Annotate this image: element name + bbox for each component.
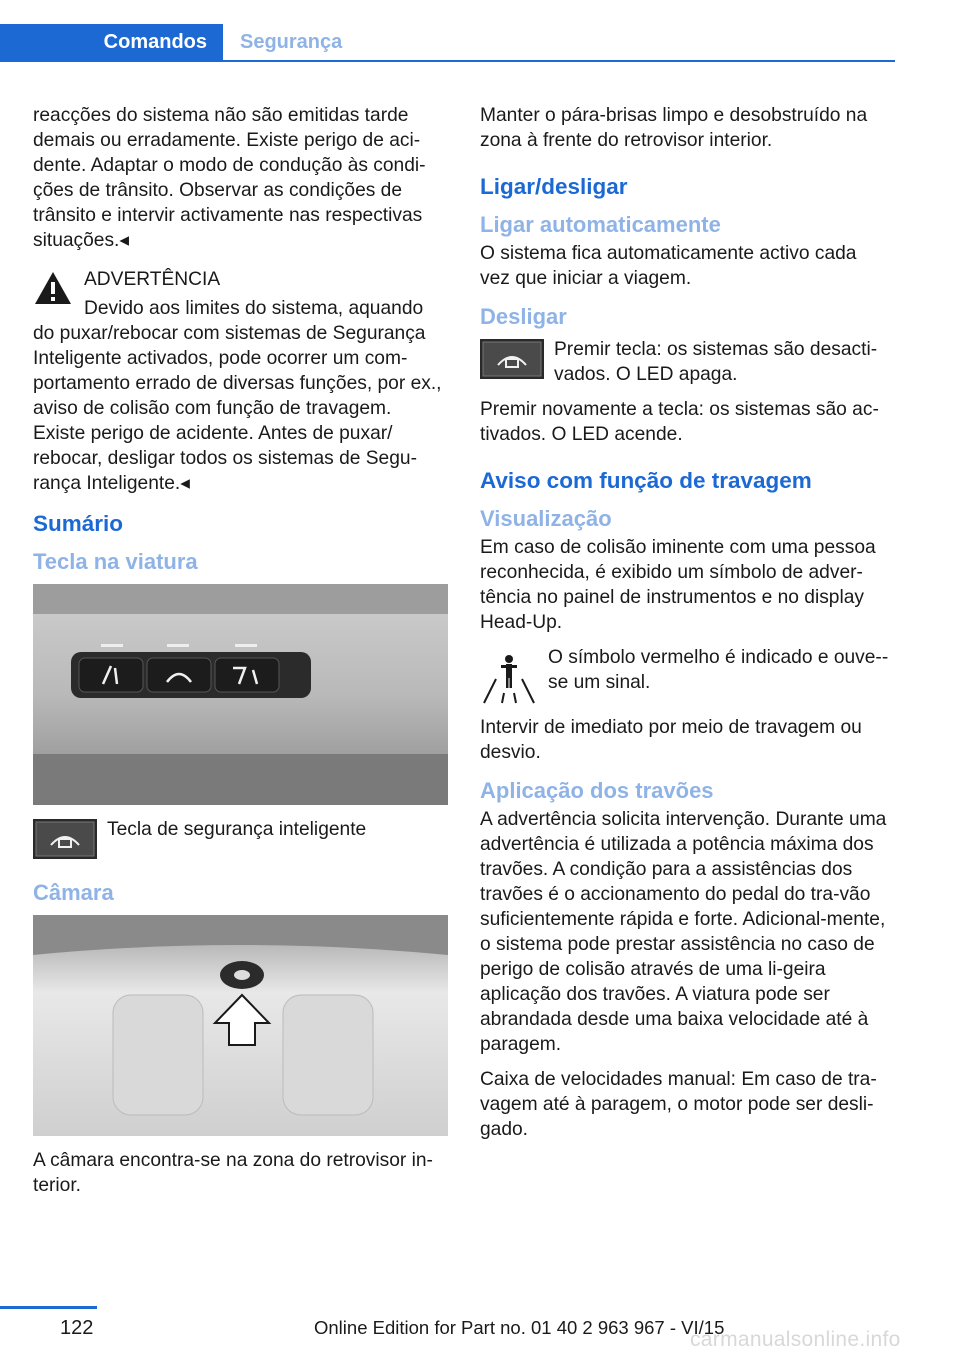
button-panel-photo [33, 584, 448, 805]
safety-button-caption-row [33, 817, 448, 865]
footer-rule [0, 1306, 97, 1309]
warning-block [33, 267, 448, 292]
heading-camera: Câmara [33, 880, 114, 905]
camera-text: A câmara encontra-se na zona do retrovisor in-terior. [33, 1150, 433, 1196]
left-column [33, 103, 448, 1208]
warning-text: Devido aos limites do sistema, aquando do puxar/rebocar com sistemas de Segurança Inteligente activados, pode ocorrer um com-portamento errado de diversas funções, por ex., aviso de colisão com função de travagem. Existe perigo de acidente. Antes de puxar/ rebocar, desligar todos os sistemas de Segu-rança Inteligente.◂ [33, 298, 442, 494]
heading-on-off: Ligar/desligar [480, 174, 628, 199]
heading-summary: Sumário [33, 511, 124, 536]
edition-note: Online Edition for Part no. 01 40 2 963 967 - VI/15 [314, 1317, 725, 1338]
on-again-text: Premir novamente a tecla: os sistemas são ac-tivados. O LED acende. [480, 399, 879, 445]
off-instruction-row [480, 337, 890, 387]
pedestrian-symbol-row [480, 645, 890, 705]
camera-photo [33, 915, 448, 1136]
manual-gearbox-text: Caixa de velocidades manual: Em caso de tra-vagem até à paragem, o motor pode ser desli-gado. [480, 1069, 877, 1140]
right-column [480, 103, 890, 1152]
heading-off: Desligar [480, 304, 567, 329]
heading-auto-on: Ligar automaticamente [480, 212, 721, 237]
safety-button-caption: Tecla de segurança inteligente [107, 819, 367, 840]
heading-brake-warning: Aviso com função de travagem [480, 468, 812, 493]
watermark: carmanualsonline.info [690, 1328, 901, 1351]
tab-comandos[interactable]: Comandos [0, 24, 223, 60]
intelligent-safety-button-icon [33, 819, 97, 859]
warning-triangle-icon [33, 270, 73, 306]
heading-brakes-application: Aplicação dos travões [480, 778, 714, 803]
heading-display: Visualização [480, 506, 612, 531]
page-number: 122 [60, 1317, 94, 1339]
warning-title: ADVERTÊNCIA [84, 269, 221, 290]
paragraph-reactions: reacções do sistema não são emitidas tarde demais ou erradamente. Existe perigo de aci-dente. Adaptar o modo de condução às condi-ções de trânsito. Observar as condições de trânsito e intervir activamente nas respectivas situações.◂ [33, 105, 426, 251]
pedestrian-warning-icon [480, 649, 538, 705]
auto-on-text: O sistema fica automaticamente activo cada vez que iniciar a viagem. [480, 243, 857, 289]
chapter-tab-bar [0, 24, 895, 62]
intervene-text: Intervir de imediato por meio de travagem ou desvio. [480, 717, 862, 763]
tab-seguranca[interactable]: Segurança [240, 30, 343, 53]
display-text: Em caso de colisão iminente com uma pessoa reconhecida, é exibido um símbolo de adver-tência no painel de instrumentos e no display Head-Up. [480, 537, 876, 633]
brakes-text: A advertência solicita intervenção. Durante uma advertência é utilizada a potência máxima dos travões. A condição para a assistências dos travões é o accionamento do pedal do tra-vão suficientemente rápida e forte. Adicional-mente, o sistema pode prestar assistência no caso de perigo de colisão através de uma li-geira aplicação dos travões. A viatura pode ser abrandada desde uma baixa velocidade até à paragem. [480, 809, 887, 1055]
off-text: Premir tecla: os sistemas são desacti-vados. O LED apaga. [554, 339, 878, 385]
paragraph-windscreen: Manter o pára-brisas limpo e desobstruído na zona à frente do retrovisor interior. [480, 105, 868, 151]
symbol-text: O símbolo vermelho é indicado e ouve--se um sinal. [548, 647, 889, 693]
header-rule [0, 60, 895, 62]
intelligent-safety-button-icon [480, 339, 544, 379]
heading-button-in-vehicle: Tecla na viatura [33, 549, 198, 574]
